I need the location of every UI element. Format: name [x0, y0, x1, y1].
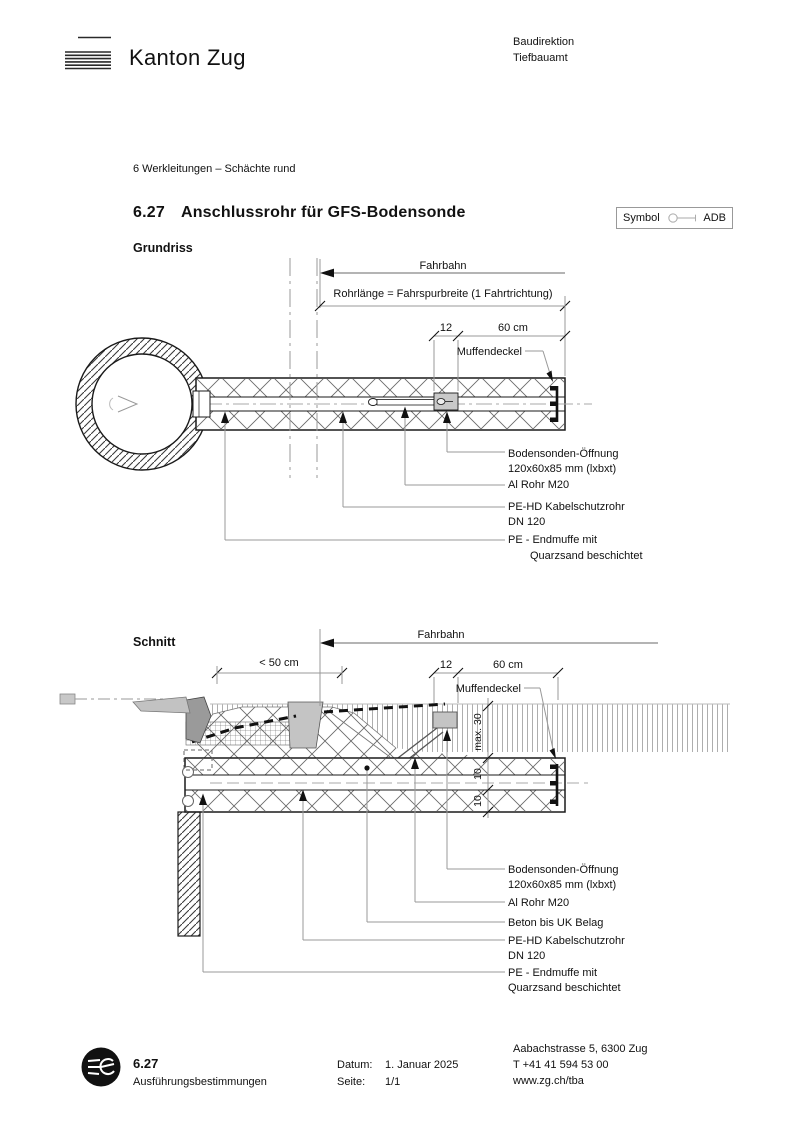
- schnitt-label-endmuffe-1: PE - Endmuffe mit: [508, 967, 598, 979]
- footer-web: www.zg.ch/tba: [513, 1075, 584, 1087]
- grundriss-label-pehd-2: DN 120: [508, 516, 546, 528]
- schnitt-dim-60: 60 cm: [493, 659, 523, 671]
- org-line-1: Baudirektion: [513, 36, 575, 48]
- schnitt-dim-10a: 10: [472, 768, 484, 780]
- schnitt-dim-12: 12: [439, 659, 453, 671]
- grundriss-dimensions: [315, 259, 570, 391]
- schnitt-label-pehd-1: PE-HD Kabelschutzrohr: [508, 935, 625, 947]
- schnitt-label-oeffnung-1: Bodensonden-Öffnung: [508, 864, 619, 876]
- schnitt-label-endmuffe-2: Quarzsand beschichtet: [508, 982, 621, 994]
- schnitt-drawing: [60, 694, 730, 936]
- grundriss-label-pehd-1: PE-HD Kabelschutzrohr: [508, 501, 625, 513]
- footer-address: Aabachstrasse 5, 6300 Zug: [513, 1043, 648, 1055]
- schnitt-heading: Schnitt: [133, 635, 176, 649]
- grundriss-label-muffendeckel: Muffendeckel: [456, 346, 522, 358]
- grundriss-heading: Grundriss: [133, 241, 193, 255]
- grundriss-dim-rohrlaenge: Rohrlänge = Fahrspurbreite (1 Fahrtrichtung): [333, 288, 553, 300]
- grundriss-shaft: [76, 338, 208, 470]
- symbol-label: Symbol: [623, 212, 660, 224]
- footer-number: 6.27: [133, 1056, 159, 1071]
- org-block: [513, 34, 574, 66]
- brand-title: Kanton Zug: [129, 45, 246, 70]
- chapter-line: 6 Werkleitungen – Schächte rund: [133, 163, 296, 175]
- footer-date-label: Datum:: [337, 1059, 373, 1071]
- footer-doc-type: Ausführungsbestimmungen: [133, 1076, 267, 1088]
- footer-phone: T +41 41 594 53 00: [513, 1059, 609, 1071]
- grundriss-dim-fahrbahn: Fahrbahn: [419, 260, 467, 272]
- schnitt-label-alrohr: Al Rohr M20: [508, 897, 570, 909]
- page-title-number: 6.27: [133, 204, 165, 221]
- symbol-glyph-icon: [668, 212, 700, 224]
- grundriss-label-oeffnung-2: 120x60x85 mm (lxbxt): [508, 463, 617, 475]
- footer-date-value: 1. Januar 2025: [385, 1059, 459, 1071]
- page-title: [133, 204, 466, 222]
- grundriss-dim-12: 12: [439, 322, 453, 334]
- grundriss-label-alrohr: Al Rohr M20: [508, 479, 570, 491]
- page-title-text: Anschlussrohr für GFS-Bodensonde: [180, 204, 466, 221]
- kanton-zug-logo: [65, 38, 111, 69]
- footer-page-value: 1/1: [385, 1076, 401, 1088]
- symbol-box: [616, 207, 733, 229]
- tba-logo: [82, 1048, 121, 1087]
- schnitt-dim-fahrbahn: Fahrbahn: [417, 629, 465, 641]
- schnitt-label-beton: Beton bis UK Belag: [508, 917, 604, 929]
- grundriss-label-endmuffe-1: PE - Endmuffe mit: [508, 534, 598, 546]
- schnitt-label-muffendeckel: Muffendeckel: [455, 683, 521, 695]
- schnitt-label-oeffnung-2: 120x60x85 mm (lxbxt): [508, 879, 617, 891]
- grundriss-label-endmuffe-2: Quarzsand beschichtet: [530, 550, 643, 562]
- schnitt-dim-max30: max. 30: [472, 713, 484, 751]
- grundriss-dim-60: 60 cm: [498, 322, 528, 334]
- schnitt-dim-10b: 10: [472, 795, 484, 807]
- symbol-value: ADB: [703, 212, 726, 224]
- schnitt-dim-50: < 50 cm: [259, 657, 299, 669]
- org-line-2: Tiefbauamt: [513, 52, 568, 64]
- footer-page-label: Seite:: [337, 1076, 366, 1088]
- grundriss-label-oeffnung-1: Bodensonden-Öffnung: [508, 448, 619, 460]
- schnitt-label-pehd-2: DN 120: [508, 950, 546, 962]
